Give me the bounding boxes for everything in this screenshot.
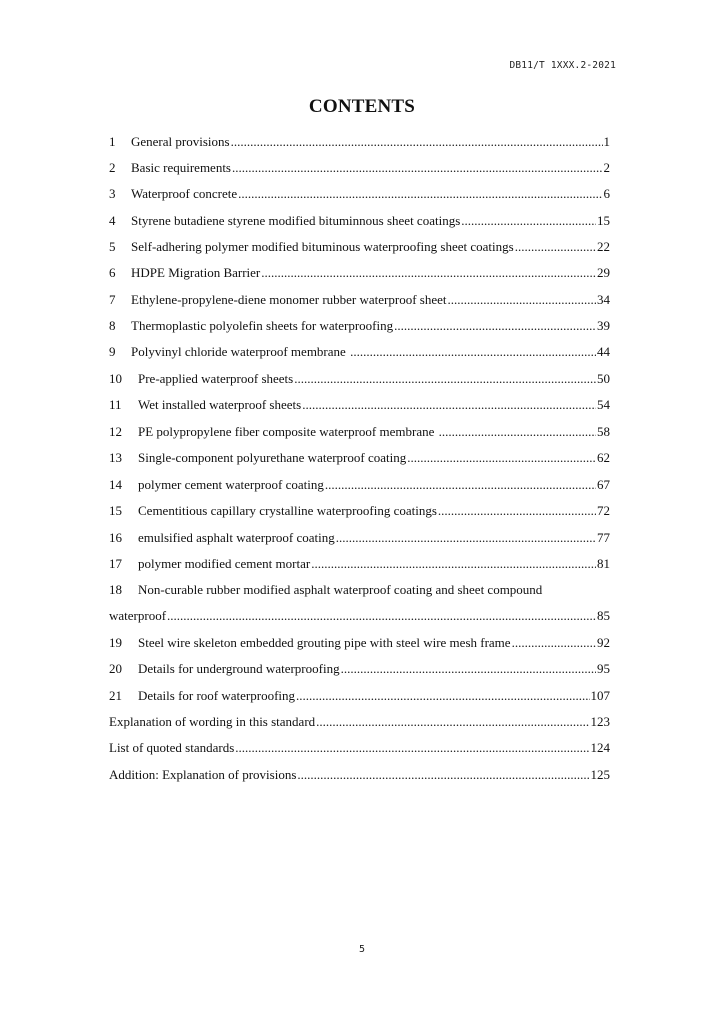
toc-entry-number: 19 xyxy=(109,635,122,650)
toc-entry[interactable] xyxy=(109,264,610,282)
toc-entry-title: Details for underground waterproofing xyxy=(138,661,340,676)
toc-entry-title: Single-component polyurethane waterproof coating xyxy=(138,450,407,465)
toc-entry-title: Explanation of wording in this standard xyxy=(109,714,316,729)
toc-entry-page: 58 xyxy=(597,424,610,439)
toc-entry-title: PE polypropylene fiber composite waterproof membrane xyxy=(138,424,438,439)
toc-dot-leader xyxy=(238,185,602,203)
toc-entry-number: 13 xyxy=(109,450,122,465)
toc-entry[interactable] xyxy=(109,502,610,520)
toc-dot-leader xyxy=(311,555,596,573)
toc-entry-page: 50 xyxy=(597,371,610,386)
toc-entry-title: waterproof xyxy=(109,608,167,623)
toc-entry-title: Non-curable rubber modified asphalt waterproof coating and sheet compound xyxy=(138,582,543,597)
toc-entry-title: polymer modified cement mortar xyxy=(138,556,311,571)
toc-entry-number: 4 xyxy=(109,213,116,228)
toc-entry-page: 124 xyxy=(590,740,610,755)
toc-entry[interactable] xyxy=(109,687,610,705)
toc-entry-page: 6 xyxy=(603,186,610,201)
toc-entry-number: 20 xyxy=(109,661,122,676)
toc-entry-page: 123 xyxy=(590,714,610,729)
toc-dot-leader xyxy=(232,159,603,177)
toc-dot-leader xyxy=(167,607,596,625)
toc-dot-leader xyxy=(294,370,596,388)
toc-entry-title: General provisions xyxy=(131,134,230,149)
toc-entry[interactable] xyxy=(109,660,610,678)
toc-entry[interactable] xyxy=(109,607,610,625)
toc-entry-page: 92 xyxy=(597,635,610,650)
toc-entry-title: Cementitious capillary crystalline waterproofing coatings xyxy=(138,503,437,518)
toc-entry-number: 6 xyxy=(109,265,116,280)
toc-entry-page: 67 xyxy=(597,477,610,492)
toc-entry[interactable] xyxy=(109,476,610,494)
toc-entry[interactable] xyxy=(109,581,610,599)
toc-entry-number: 21 xyxy=(109,688,122,703)
toc-dot-leader xyxy=(394,317,596,335)
toc-dot-leader xyxy=(325,476,596,494)
toc-dot-leader xyxy=(296,687,589,705)
toc-entry-page: 95 xyxy=(597,661,610,676)
toc-dot-leader xyxy=(235,739,589,757)
toc-entry-page: 77 xyxy=(597,530,610,545)
toc-dot-leader xyxy=(515,238,596,256)
toc-entry-number: 17 xyxy=(109,556,122,571)
toc-entry-title: Basic requirements xyxy=(131,160,231,175)
toc-entry-title: Thermoplastic polyolefin sheets for waterproofing xyxy=(131,318,394,333)
toc-entry-number: 11 xyxy=(109,397,122,412)
toc-entry-page: 72 xyxy=(597,503,610,518)
toc-entry-page: 39 xyxy=(597,318,610,333)
toc-entry[interactable] xyxy=(109,449,610,467)
toc-entry[interactable] xyxy=(109,766,610,784)
toc-dot-leader xyxy=(461,212,596,230)
toc-entry-page: 2 xyxy=(603,160,610,175)
toc-entry-page: 15 xyxy=(597,213,610,228)
page-number: 5 xyxy=(358,944,366,955)
document-code: DB11/T 1XXX.2-2021 xyxy=(509,60,616,71)
toc-entry-title: HDPE Migration Barrier xyxy=(131,265,261,280)
toc-dot-leader xyxy=(316,713,589,731)
toc-dot-leader xyxy=(261,264,596,282)
toc-dot-leader xyxy=(350,343,596,361)
toc-entry-title: Self-adhering polymer modified bituminous waterproofing sheet coatings xyxy=(131,239,514,254)
toc-entry-number: 10 xyxy=(109,371,122,386)
toc-entry[interactable] xyxy=(109,291,610,309)
toc-entry-page: 44 xyxy=(597,344,610,359)
toc-entry-page: 62 xyxy=(597,450,610,465)
page-title: CONTENTS xyxy=(308,96,416,117)
toc-entry-title: emulsified asphalt waterproof coating xyxy=(138,530,335,545)
toc-dot-leader xyxy=(336,529,596,547)
toc-entry-title: Waterproof concrete xyxy=(131,186,238,201)
toc-entry-number: 7 xyxy=(109,292,116,307)
toc-entry-page: 107 xyxy=(590,688,610,703)
toc-entry-title: Pre-applied waterproof sheets xyxy=(138,371,294,386)
toc-entry-number: 8 xyxy=(109,318,116,333)
toc-entry[interactable] xyxy=(109,238,610,256)
toc-entry[interactable] xyxy=(109,423,610,441)
toc-entry-page: 1 xyxy=(603,134,610,149)
toc-entry-title: List of quoted standards xyxy=(109,740,235,755)
toc-entry-title: Steel wire skeleton embedded grouting pipe with steel wire mesh frame xyxy=(138,635,511,650)
toc-entry[interactable] xyxy=(109,185,610,203)
toc-dot-leader xyxy=(448,291,597,309)
toc-dot-leader xyxy=(439,423,596,441)
toc-entry-title: Wet installed waterproof sheets xyxy=(138,397,302,412)
toc-entry-title: Ethylene-propylene-diene monomer rubber waterproof sheet xyxy=(131,292,447,307)
toc-dot-leader xyxy=(341,660,596,678)
toc-entry-page: 29 xyxy=(597,265,610,280)
toc-dot-leader xyxy=(302,396,596,414)
toc-entry-title: Addition: Explanation of provisions xyxy=(109,767,297,782)
toc-entry-number: 14 xyxy=(109,477,122,492)
toc-entry[interactable] xyxy=(109,343,610,361)
toc-dot-leader xyxy=(407,449,596,467)
toc-entry[interactable] xyxy=(109,555,610,573)
toc-entry[interactable] xyxy=(109,317,610,335)
toc-dot-leader xyxy=(438,502,596,520)
toc-entry-title: Polyvinyl chloride waterproof membrane xyxy=(131,344,350,359)
toc-entry[interactable] xyxy=(109,713,610,731)
toc-entry-number: 5 xyxy=(109,239,116,254)
toc-entry-page: 34 xyxy=(597,292,610,307)
toc-dot-leader xyxy=(231,133,603,151)
toc-entry-number: 3 xyxy=(109,186,116,201)
toc-entry-title: polymer cement waterproof coating xyxy=(138,477,324,492)
toc-entry-number: 2 xyxy=(109,160,116,175)
toc-entry-number: 15 xyxy=(109,503,122,518)
toc-entry-number: 18 xyxy=(109,582,122,597)
toc-entry[interactable] xyxy=(109,159,610,177)
toc-entry-number: 16 xyxy=(109,530,122,545)
toc-entry-number: 1 xyxy=(109,134,116,149)
toc-entry[interactable] xyxy=(109,370,610,388)
toc-entry-number: 12 xyxy=(109,424,122,439)
toc-entry[interactable] xyxy=(109,634,610,652)
toc-entry-page: 125 xyxy=(590,767,610,782)
toc-entry-number: 9 xyxy=(109,344,116,359)
toc-entry[interactable] xyxy=(109,133,610,151)
toc-entry[interactable] xyxy=(109,396,610,414)
toc-entry-page: 85 xyxy=(597,608,610,623)
toc-entry[interactable] xyxy=(109,529,610,547)
toc-entry[interactable] xyxy=(109,212,610,230)
toc-entry-page: 81 xyxy=(597,556,610,571)
toc-dot-leader xyxy=(512,634,596,652)
toc-entry-page: 22 xyxy=(597,239,610,254)
toc-entry-title: Details for roof waterproofing xyxy=(138,688,296,703)
toc-entry-title: Styrene butadiene styrene modified bituminnous sheet coatings xyxy=(131,213,461,228)
toc-entry[interactable] xyxy=(109,739,610,757)
toc-entry-page: 54 xyxy=(597,397,610,412)
toc-dot-leader xyxy=(297,766,589,784)
